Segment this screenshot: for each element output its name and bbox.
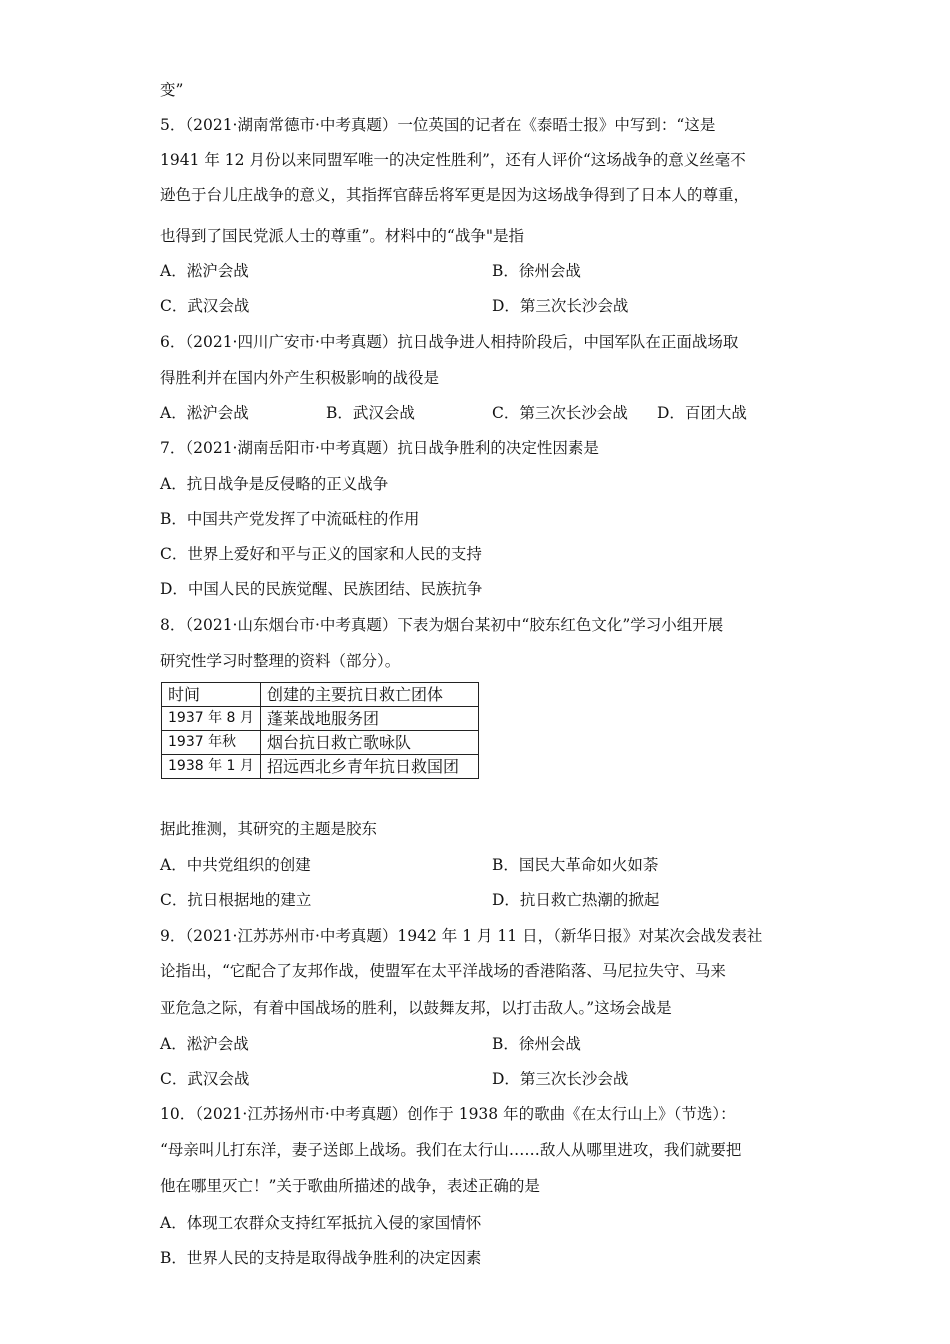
- question-text: 他在哪里灭亡！”关于歌曲所描述的战争，表述正确的是: [160, 1177, 540, 1195]
- question-text: 逊色于台儿庄战争的意义，其指挥官薛岳将军更是因为这场战争得到了日本人的尊重，: [160, 186, 750, 204]
- question-text: 亚危急之际，有着中国战场的胜利，以鼓舞友邦，以打击敌人。”这场会战是: [160, 999, 672, 1017]
- table-row: [162, 731, 479, 755]
- option-c: C．第三次长沙会战: [492, 404, 628, 422]
- option-d: D．第三次长沙会战: [492, 1070, 629, 1088]
- table-header-row: [162, 683, 479, 707]
- question-text: 7．（2021·湖南岳阳市·中考真题）抗日战争胜利的决定性因素是: [160, 439, 599, 457]
- question-text: “母亲叫儿打东洋，妻子送郎上战场。我们在太行山……敌人从哪里进攻，我们就要把: [160, 1141, 742, 1159]
- option-b: B．中国共产党发挥了中流砥柱的作用: [160, 510, 420, 528]
- option-a: A．淞沪会战: [160, 404, 249, 422]
- carryover-text: 变”: [160, 81, 184, 99]
- table-cell-group: 蓬莱战地服务团: [261, 707, 479, 731]
- table-cell-time: 1937 年秋: [162, 731, 261, 755]
- option-b: B．徐州会战: [492, 262, 581, 280]
- question-text: 8．（2021·山东烟台市·中考真题）下表为烟台某初中“胶东红色文化”学习小组开展: [160, 616, 724, 634]
- question-text: 9．（2021·江苏苏州市·中考真题）1942 年 1 月 11 日，（新华日报》对某次会战发表社: [160, 927, 763, 945]
- table-cell-group: 招远西北乡青年抗日救国团: [261, 755, 479, 779]
- option-c: C．武汉会战: [160, 1070, 250, 1088]
- option-d: D．百团大战: [657, 404, 747, 422]
- question-text: 论指出，“它配合了友邦作战，使盟军在太平洋战场的香港陷落、马尼拉失守、马来: [160, 962, 726, 980]
- table-cell-group: 烟台抗日救亡歌咏队: [261, 731, 479, 755]
- question-text: 也得到了国民党派人士的尊重”。材料中的“战争"是指: [160, 227, 524, 245]
- resource-table: [161, 682, 479, 779]
- option-b: B．世界人民的支持是取得战争胜利的决定因素: [160, 1249, 482, 1267]
- question-text: 得胜利并在国内外产生积极影响的战役是: [160, 369, 440, 387]
- option-d: D．中国人民的民族觉醒、民族团结、民族抗争: [160, 580, 483, 598]
- table-row: [162, 755, 479, 779]
- table-header-cell: 创建的主要抗日救亡团体: [261, 683, 479, 707]
- question-text: 10．（2021·江苏扬州市·中考真题）创作于 1938 年的歌曲《在太行山上》（节选）：: [160, 1105, 736, 1123]
- table-row: [162, 707, 479, 731]
- option-a: A．淞沪会战: [160, 262, 249, 280]
- question-text: 据此推测，其研究的主题是胶东: [160, 820, 378, 838]
- option-c: C．世界上爱好和平与正义的国家和人民的支持: [160, 545, 482, 563]
- option-d: D．第三次长沙会战: [492, 297, 629, 315]
- table-header-cell: 时间: [162, 683, 261, 707]
- question-text: 研究性学习时整理的资料（部分）。: [160, 652, 401, 670]
- option-c: C．抗日根据地的建立: [160, 891, 312, 909]
- question-text: 1941 年 12 月份以来同盟军唯一的决定性胜利”，还有人评价“这场战争的意义丝毫不: [160, 151, 746, 169]
- table-cell-time: 1937 年 8 月: [162, 707, 261, 731]
- option-b: B．徐州会战: [492, 1035, 581, 1053]
- table-cell-time: 1938 年 1 月: [162, 755, 261, 779]
- option-a: A．抗日战争是反侵略的正义战争: [160, 475, 389, 493]
- option-a: A．体现工农群众支持红军抵抗入侵的家国情怀: [160, 1214, 482, 1232]
- option-a: A．中共党组织的创建: [160, 856, 311, 874]
- option-b: B．武汉会战: [326, 404, 415, 422]
- question-text: 5．（2021·湖南常德市·中考真题）一位英国的记者在《泰晤士报》中写到：“这是: [160, 116, 716, 134]
- question-text: 6．（2021·四川广安市·中考真题）抗日战争进人相持阶段后，中国军队在正面战场取: [160, 333, 739, 351]
- option-b: B．国民大革命如火如荼: [492, 856, 659, 874]
- option-a: A．淞沪会战: [160, 1035, 249, 1053]
- option-c: C．武汉会战: [160, 297, 250, 315]
- option-d: D．抗日救亡热潮的掀起: [492, 891, 660, 909]
